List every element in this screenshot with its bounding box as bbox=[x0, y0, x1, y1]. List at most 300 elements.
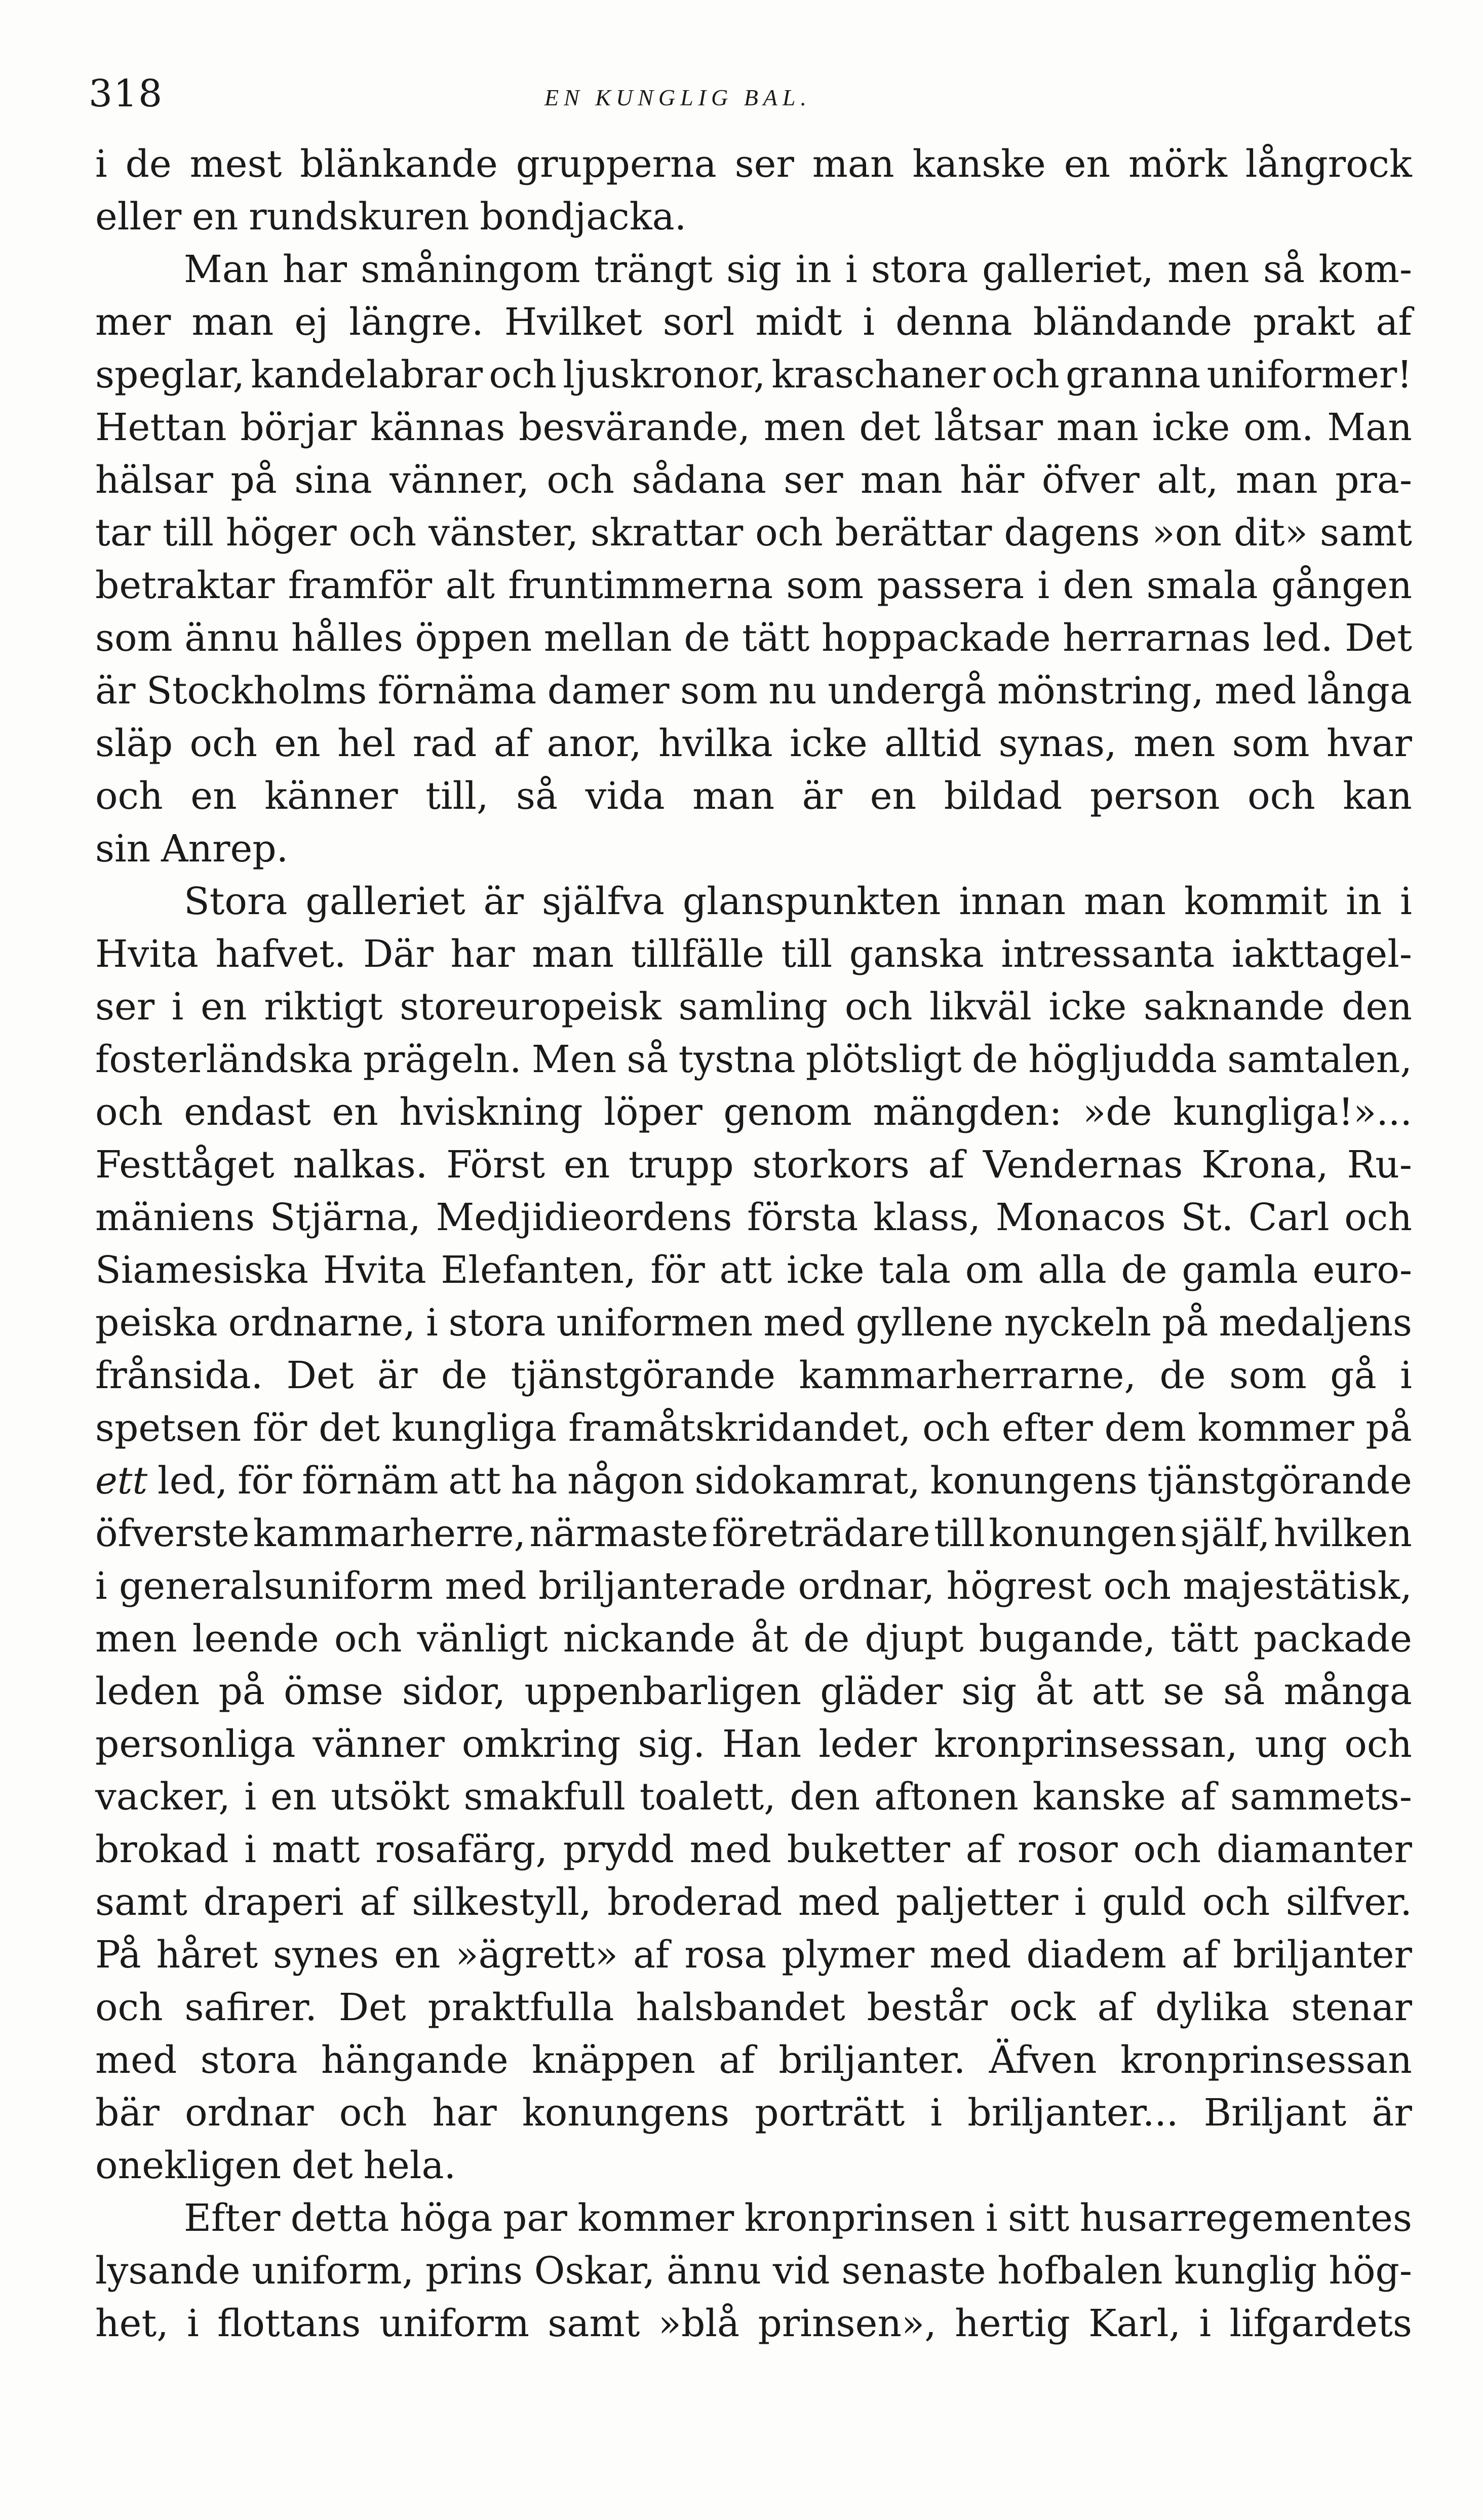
word: i bbox=[1199, 2302, 1212, 2345]
word: sin bbox=[95, 827, 151, 871]
text-line bbox=[95, 1876, 1412, 1928]
word: midt bbox=[755, 300, 842, 344]
word: lysande bbox=[95, 2249, 241, 2293]
word: med bbox=[445, 1564, 527, 1608]
word: skrattar bbox=[590, 511, 744, 555]
word: fruntimmerna bbox=[508, 564, 773, 607]
word: på bbox=[1162, 1301, 1208, 1345]
word: tystna bbox=[678, 1038, 796, 1081]
word: har bbox=[432, 2091, 497, 2135]
word: Krona, bbox=[1201, 1143, 1329, 1187]
word: ser bbox=[95, 985, 155, 1029]
word: är bbox=[802, 774, 843, 818]
word: hvar bbox=[1326, 722, 1412, 765]
page-number: 318 bbox=[89, 72, 164, 115]
word: personliga bbox=[95, 1722, 296, 1766]
word: Man bbox=[184, 248, 269, 291]
word: briljanterade bbox=[538, 1564, 787, 1608]
text-line bbox=[95, 2139, 1412, 2192]
word: aftonen bbox=[874, 1775, 1019, 1819]
word: i bbox=[1400, 880, 1412, 923]
word: euro- bbox=[1312, 1248, 1412, 1292]
word: som bbox=[786, 564, 864, 607]
word: öfverste bbox=[95, 1512, 250, 1555]
word: hög- bbox=[1329, 2249, 1412, 2293]
word: består bbox=[867, 1986, 988, 2029]
word: för bbox=[650, 1248, 705, 1292]
word: i bbox=[863, 300, 875, 344]
word: öppen bbox=[415, 616, 532, 660]
word: rosa bbox=[684, 1933, 767, 1977]
word: ock bbox=[1009, 1986, 1076, 2029]
word: samt bbox=[1319, 511, 1412, 555]
word: sig bbox=[726, 248, 782, 291]
text-line bbox=[95, 1086, 1412, 1138]
word: nalkas. bbox=[293, 1143, 428, 1187]
word: kommer bbox=[1197, 1406, 1354, 1450]
word: silkestyll, bbox=[412, 1880, 592, 1924]
word: och bbox=[1344, 1722, 1412, 1766]
word: man bbox=[1084, 880, 1166, 923]
word: ej bbox=[294, 300, 329, 344]
word: med bbox=[1215, 669, 1297, 713]
word: Vendernas bbox=[983, 1143, 1183, 1187]
word: par bbox=[503, 2196, 567, 2240]
word: i bbox=[95, 1564, 107, 1608]
word: djupt bbox=[865, 1617, 964, 1661]
word: af bbox=[719, 2038, 755, 2082]
word: briljanter. bbox=[778, 2038, 966, 2082]
word: Det bbox=[286, 1354, 354, 1397]
word: till, bbox=[425, 774, 489, 818]
text-line bbox=[95, 401, 1412, 454]
word: alla bbox=[1038, 1248, 1107, 1292]
word: konungens bbox=[522, 2091, 730, 2135]
text-line bbox=[95, 1033, 1412, 1086]
word: i bbox=[244, 1828, 256, 1871]
text-line bbox=[95, 980, 1412, 1033]
word: in bbox=[795, 248, 832, 291]
word: företrädare bbox=[712, 1512, 930, 1555]
word: som bbox=[680, 669, 758, 713]
word: knäppen bbox=[532, 2038, 695, 2082]
word: i bbox=[426, 1301, 438, 1345]
word: i bbox=[187, 2302, 199, 2345]
word: rosor bbox=[1017, 1828, 1118, 1871]
word: Stjärna, bbox=[269, 1196, 421, 1239]
word: de bbox=[971, 1038, 1019, 1081]
word: och bbox=[922, 1406, 990, 1450]
word: dit» bbox=[1233, 511, 1308, 555]
word: plymer bbox=[782, 1933, 915, 1977]
word: vida bbox=[585, 774, 665, 818]
word: stora bbox=[200, 2038, 298, 2082]
word: låtsar bbox=[934, 406, 1043, 449]
word: mäniens bbox=[95, 1196, 255, 1239]
word: nickande bbox=[563, 1617, 736, 1661]
word: med bbox=[929, 1933, 1011, 1977]
word: af bbox=[360, 1880, 396, 1924]
word: uniform bbox=[379, 2302, 530, 2345]
word: Men bbox=[531, 1038, 617, 1081]
word: safirer. bbox=[184, 1986, 317, 2029]
word: af bbox=[1376, 300, 1412, 344]
word: mellan bbox=[543, 616, 672, 660]
word: vänner bbox=[313, 1722, 445, 1766]
word: en bbox=[274, 722, 321, 765]
word: och bbox=[95, 1986, 163, 2029]
word: af bbox=[1181, 1933, 1218, 1977]
text-line bbox=[95, 1612, 1412, 1665]
word: förnäma bbox=[377, 669, 537, 713]
word: toalett, bbox=[639, 1775, 776, 1819]
word: kandelabrar bbox=[251, 353, 483, 397]
word: kommer bbox=[577, 2196, 734, 2240]
word: Anrep. bbox=[161, 827, 289, 871]
word: vid bbox=[772, 2249, 830, 2293]
word: hvilken bbox=[1273, 1512, 1412, 1555]
word: men bbox=[95, 1617, 177, 1661]
word: börjar bbox=[240, 406, 357, 449]
word: dylika bbox=[1155, 1986, 1270, 2029]
word: detta bbox=[290, 2196, 389, 2240]
word: in bbox=[1345, 880, 1382, 923]
text-line bbox=[95, 664, 1412, 717]
word: en bbox=[332, 1090, 378, 1134]
word: som bbox=[1229, 1354, 1307, 1397]
word: stenar bbox=[1291, 1986, 1412, 2029]
text-line bbox=[95, 1244, 1412, 1296]
word: man bbox=[1235, 458, 1318, 502]
word: guld bbox=[1102, 1880, 1187, 1924]
word: efter bbox=[1001, 1406, 1093, 1450]
word: storeuropeisk bbox=[400, 985, 661, 1029]
word: af bbox=[1097, 1986, 1134, 2029]
word: en bbox=[394, 1933, 441, 1977]
text-line bbox=[95, 875, 1412, 928]
word: storkors bbox=[752, 1143, 910, 1187]
word: de bbox=[1159, 1354, 1206, 1397]
word: sig. bbox=[638, 1722, 706, 1766]
word: men bbox=[1167, 248, 1250, 291]
word: i bbox=[986, 2196, 998, 2240]
word: till bbox=[933, 1512, 985, 1555]
word: och bbox=[489, 353, 557, 397]
word: flottans bbox=[217, 2302, 361, 2345]
text-line bbox=[95, 2297, 1412, 2350]
word: hälsar bbox=[95, 458, 213, 502]
word: en bbox=[190, 774, 237, 818]
word: icke bbox=[1048, 985, 1127, 1029]
word: framför bbox=[288, 564, 433, 607]
word: bugande, bbox=[979, 1617, 1156, 1661]
word: hängande bbox=[321, 2038, 509, 2082]
word: att bbox=[1091, 1670, 1145, 1713]
word: kammarherrarne, bbox=[799, 1354, 1136, 1397]
page-header bbox=[89, 66, 1406, 122]
word: trupp bbox=[629, 1143, 734, 1187]
word: Efter bbox=[184, 2196, 281, 2240]
word: smakfull bbox=[463, 1775, 626, 1819]
word: hela. bbox=[363, 2144, 456, 2187]
word: kammarherre, bbox=[253, 1512, 526, 1555]
word: åt bbox=[751, 1617, 789, 1661]
word: hoppackade bbox=[821, 616, 1051, 660]
word: man bbox=[1056, 406, 1139, 449]
word: matt bbox=[271, 1828, 360, 1871]
word: och bbox=[95, 774, 163, 818]
word: ännu bbox=[184, 616, 280, 660]
word: kanske bbox=[1032, 1775, 1166, 1819]
word: är bbox=[377, 1354, 418, 1397]
word: Hvita bbox=[95, 932, 199, 976]
word: alltid bbox=[884, 722, 982, 765]
word: synes bbox=[273, 1933, 379, 1977]
word: frånsida. bbox=[95, 1354, 263, 1397]
word: med bbox=[763, 1301, 845, 1345]
word: person bbox=[1089, 774, 1220, 818]
word: man bbox=[812, 142, 894, 186]
word: är bbox=[1372, 2091, 1412, 2135]
word: tätt bbox=[1170, 1617, 1238, 1661]
word: långrock bbox=[1245, 142, 1412, 186]
word: hålles bbox=[291, 616, 403, 660]
word: leende bbox=[192, 1617, 319, 1661]
word: Monacos bbox=[995, 1196, 1166, 1239]
text-line bbox=[95, 1191, 1412, 1244]
word: samt bbox=[548, 2302, 640, 2345]
word: på bbox=[230, 458, 277, 502]
word: hertig bbox=[955, 2302, 1070, 2345]
word: långa bbox=[1307, 669, 1412, 713]
word: kom- bbox=[1318, 248, 1412, 291]
word: och bbox=[547, 458, 615, 502]
word: konungen bbox=[989, 1512, 1177, 1555]
word: leden bbox=[95, 1670, 200, 1713]
word: så bbox=[1263, 248, 1305, 291]
text-line bbox=[95, 928, 1412, 980]
word: Hettan bbox=[95, 406, 227, 449]
word: innan bbox=[959, 880, 1066, 923]
text-line bbox=[95, 1349, 1412, 1402]
word: Oskar, bbox=[534, 2249, 655, 2293]
word: Han bbox=[722, 1722, 802, 1766]
word: senaste bbox=[841, 2249, 986, 2293]
word: packade bbox=[1253, 1617, 1412, 1661]
text-line bbox=[95, 1981, 1412, 2034]
word: kraschaner bbox=[771, 353, 986, 397]
word: vänligt bbox=[417, 1617, 548, 1661]
word: höga bbox=[399, 2196, 493, 2240]
word: granna bbox=[1066, 353, 1201, 397]
text-line bbox=[95, 2192, 1412, 2245]
word: åt bbox=[1035, 1670, 1073, 1713]
word: ett bbox=[95, 1459, 148, 1503]
word: speglar, bbox=[95, 353, 245, 397]
word: af bbox=[493, 722, 530, 765]
word: glanspunkten bbox=[682, 880, 941, 923]
word: ännu bbox=[666, 2249, 762, 2293]
word: husarregementes bbox=[1079, 2196, 1412, 2240]
word: samtalen, bbox=[1227, 1038, 1412, 1081]
word: sidor, bbox=[402, 1670, 506, 1713]
word: på bbox=[1365, 1406, 1412, 1450]
word: hofbalen bbox=[997, 2249, 1163, 2293]
word: sammets- bbox=[1230, 1775, 1412, 1819]
word: en bbox=[192, 195, 239, 239]
word: kungliga!»... bbox=[1173, 1090, 1412, 1134]
word: kännas bbox=[370, 406, 505, 449]
word: rad bbox=[412, 722, 477, 765]
text-line bbox=[95, 717, 1412, 770]
word: Man bbox=[1327, 406, 1412, 449]
text-line bbox=[95, 1718, 1412, 1770]
text-line bbox=[95, 1138, 1412, 1191]
word: högrest bbox=[946, 1564, 1092, 1608]
word: en bbox=[563, 1143, 610, 1187]
word: Briljant bbox=[1203, 2091, 1347, 2135]
word: intressanta bbox=[1001, 932, 1215, 976]
word: »de bbox=[1083, 1090, 1152, 1134]
word: alt, bbox=[1157, 458, 1219, 502]
word: tätt bbox=[742, 616, 810, 660]
word: besvärande, bbox=[519, 406, 751, 449]
word: lifgardets bbox=[1229, 2302, 1412, 2345]
word: eller bbox=[95, 195, 182, 239]
word: kronprinsessan, bbox=[934, 1722, 1238, 1766]
text-line bbox=[95, 296, 1412, 348]
word: ha bbox=[511, 1459, 558, 1503]
word: silfver. bbox=[1285, 1880, 1412, 1924]
word: här bbox=[960, 458, 1025, 502]
word: prydd bbox=[563, 1828, 674, 1871]
word: har bbox=[450, 932, 515, 976]
word: fosterländska bbox=[95, 1038, 353, 1081]
word: led. bbox=[1263, 616, 1333, 660]
word: galleriet, bbox=[982, 248, 1154, 291]
word: Siamesiska bbox=[95, 1248, 309, 1292]
word: så bbox=[1223, 1670, 1265, 1713]
text-line bbox=[95, 1454, 1412, 1507]
word: och bbox=[189, 722, 258, 765]
word: omkring bbox=[461, 1722, 621, 1766]
text-line bbox=[95, 1560, 1412, 1612]
word: prakt bbox=[1253, 300, 1355, 344]
word: bondjacka. bbox=[480, 195, 687, 239]
word: Där bbox=[363, 932, 434, 976]
text-line bbox=[95, 1823, 1412, 1876]
word: för bbox=[238, 1459, 292, 1503]
word: hafvet. bbox=[215, 932, 346, 976]
word: och bbox=[348, 511, 417, 555]
word: »ägrett» bbox=[455, 1933, 618, 1977]
word: halsbandet bbox=[636, 1986, 845, 2029]
word: och bbox=[844, 985, 913, 1029]
word: i bbox=[1037, 564, 1050, 607]
word: ljuskronor, bbox=[563, 353, 766, 397]
word: de bbox=[1121, 1248, 1167, 1292]
word: det bbox=[859, 406, 921, 449]
word: nu bbox=[768, 669, 817, 713]
word: trängt bbox=[594, 248, 713, 291]
word: bär bbox=[95, 2091, 160, 2135]
word: af bbox=[928, 1143, 965, 1187]
word: rundskuren bbox=[249, 195, 470, 239]
word: men bbox=[1133, 722, 1216, 765]
word: damer bbox=[547, 669, 670, 713]
word: har bbox=[282, 248, 347, 291]
word: i bbox=[1400, 1354, 1412, 1397]
word: af bbox=[633, 1933, 670, 1977]
word: småningom bbox=[361, 248, 580, 291]
word: gå bbox=[1330, 1354, 1377, 1397]
word: pra- bbox=[1335, 458, 1412, 502]
word: smala bbox=[1146, 564, 1258, 607]
word: Stockholms bbox=[146, 669, 367, 713]
text-line bbox=[95, 506, 1412, 559]
word: den bbox=[1342, 985, 1412, 1029]
word: gläder bbox=[820, 1670, 943, 1713]
text-line bbox=[95, 2245, 1412, 2297]
text-line bbox=[95, 190, 1412, 243]
word: Hvilket bbox=[504, 300, 642, 344]
word: denna bbox=[895, 300, 1012, 344]
word: dem bbox=[1104, 1406, 1186, 1450]
word: majestätisk, bbox=[1183, 1564, 1412, 1608]
word: prinsen», bbox=[758, 2302, 936, 2345]
word: synas, bbox=[998, 722, 1117, 765]
word: mängden: bbox=[873, 1090, 1062, 1134]
word: ganska bbox=[849, 932, 984, 976]
word: ser bbox=[784, 458, 843, 502]
word: en bbox=[201, 985, 247, 1029]
word: rosafärg, bbox=[375, 1828, 548, 1871]
word: se bbox=[1163, 1670, 1205, 1713]
word: man bbox=[191, 300, 274, 344]
word: Hvita bbox=[323, 1248, 426, 1292]
word: löper bbox=[604, 1090, 703, 1134]
word: Det bbox=[1345, 616, 1412, 660]
word: gången bbox=[1271, 564, 1412, 607]
word: i bbox=[1074, 1880, 1086, 1924]
word: bländande bbox=[1033, 300, 1232, 344]
word: diamanter bbox=[1216, 1828, 1412, 1871]
word: likväl bbox=[929, 985, 1032, 1029]
word: medaljens bbox=[1219, 1301, 1412, 1345]
word: brokad bbox=[95, 1828, 229, 1871]
word: icke bbox=[1152, 406, 1230, 449]
word: för bbox=[253, 1406, 307, 1450]
word: »on bbox=[1152, 511, 1222, 555]
word: känner bbox=[264, 774, 398, 818]
word: vänster, bbox=[428, 511, 578, 555]
word: tillfälle bbox=[631, 932, 764, 976]
word: att bbox=[719, 1248, 772, 1292]
text-line bbox=[95, 1507, 1412, 1560]
word: sitt bbox=[1008, 2196, 1070, 2240]
word: riktigt bbox=[264, 985, 383, 1029]
word: mönstring, bbox=[997, 669, 1204, 713]
word: är bbox=[483, 880, 524, 923]
word: draperi bbox=[203, 1880, 344, 1924]
word: saknande bbox=[1143, 985, 1325, 1029]
word: plötsligt bbox=[805, 1038, 962, 1081]
word: tar bbox=[95, 511, 151, 555]
word: så bbox=[516, 774, 558, 818]
word: mörk bbox=[1128, 142, 1227, 186]
word: samling bbox=[678, 985, 828, 1029]
word: den bbox=[1063, 564, 1134, 607]
